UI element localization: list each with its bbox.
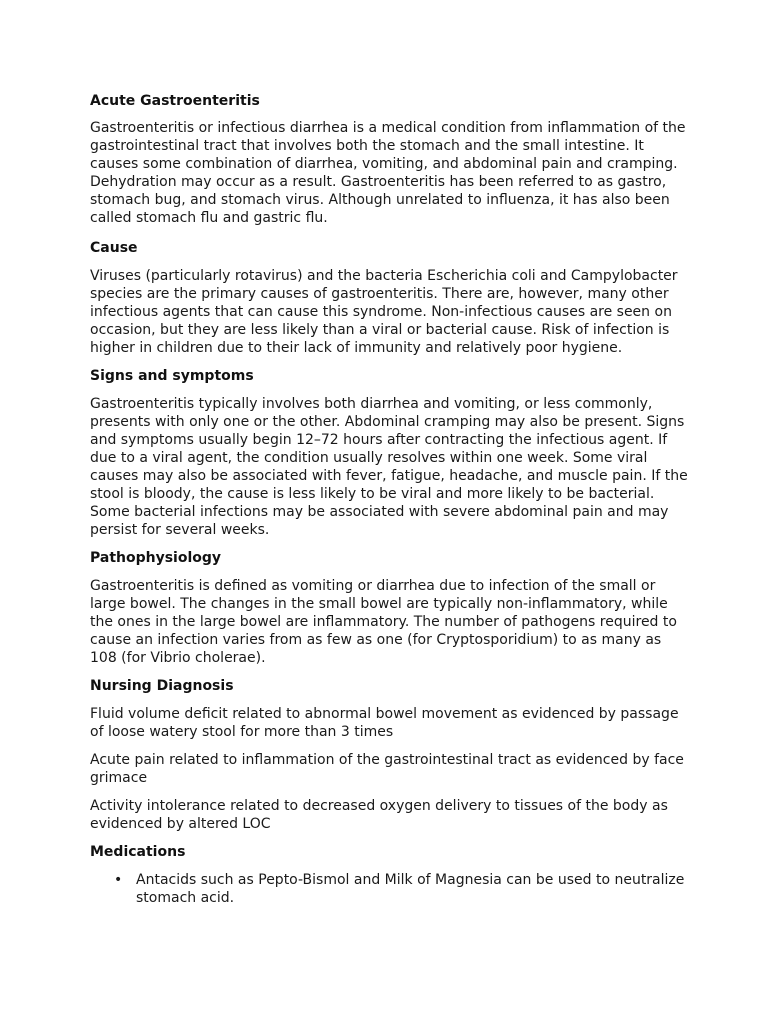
cause-heading: Cause (90, 240, 138, 256)
medications-list (90, 871, 688, 907)
intro-paragraph: Gastroenteritis or infectious diarrhea is a medical condition from inflammation of the gastrointestinal tract that involves both the stomach and the small intestine. It causes some combination of diarrhea, vomiting, and abdominal pain and cramping. Dehydration may occur as a result. Gastroenteritis has been referred to as gastro, stomach bug, and stomach virus. Although unrelated to influenza, it has also been called stomach flu and gastric flu. (90, 120, 686, 226)
signs-paragraph: Gastroenteritis typically involves both diarrhea and vomiting, or less commonly, presents with only one or the other. Abdominal cramping may also be present. Signs and symptoms usually begin 12–72 hours after contracting the infectious agent. If due to a viral agent, the condition usually resolves within one week. Some viral causes may also be associated with fever, fatigue, headache, and muscle pain. If the stool is bloody, the cause is less likely to be viral and more likely to be bacterial. Some bacterial infections may be associated with severe abdominal pain and may persist for several weeks. (90, 396, 688, 538)
signs-heading: Signs and symptoms (90, 368, 254, 384)
nursing-diagnosis-heading: Nursing Diagnosis (90, 678, 234, 694)
nursing-diagnosis-item: Fluid volume deficit related to abnormal bowel movement as evidenced by passage of loose watery stool for more than 3 times (90, 706, 679, 740)
pathophysiology-paragraph: Gastroenteritis is defined as vomiting or diarrhea due to infection of the small or large bowel. The changes in the small bowel are typically non-inflammatory, while the ones in the large bowel are inflammatory. The number of pathogens required to cause an infection varies from as few as one (for Cryptosporidium) to as many as 108 (for Vibrio cholerae). (90, 578, 677, 666)
nursing-diagnosis-item: Acute pain related to inflammation of the gastrointestinal tract as evidenced by face grimace (90, 752, 684, 786)
nursing-diagnosis-item: Activity intolerance related to decreased oxygen delivery to tissues of the body as evidenced by altered LOC (90, 798, 668, 832)
bullet-icon: • (114, 872, 123, 888)
pathophysiology-heading: Pathophysiology (90, 550, 222, 566)
medications-item-text: Antacids such as Pepto-Bismol and Milk of Magnesia can be used to neutralize stomach acid. (136, 872, 685, 906)
document-title: Acute Gastroenteritis (90, 93, 260, 109)
medications-heading: Medications (90, 844, 186, 860)
cause-paragraph: Viruses (particularly rotavirus) and the bacteria Escherichia coli and Campylobacter species are the primary causes of gastroenteritis. There are, however, many other infectious agents that can cause this syndrome. Non-infectious causes are seen on occasion, but they are less likely than a viral or bacterial cause. Risk of infection is higher in children due to their lack of immunity and relatively poor hygiene. (90, 268, 678, 356)
medications-list-item (90, 871, 688, 907)
